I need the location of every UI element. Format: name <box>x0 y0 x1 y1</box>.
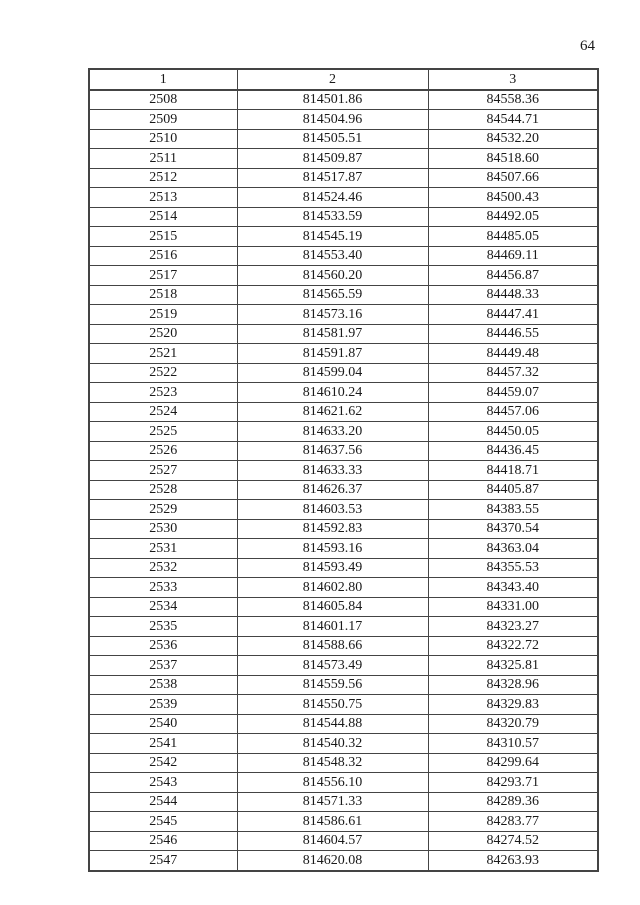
table-cell-col3: 84328.96 <box>428 675 598 695</box>
table-cell-col1: 2539 <box>89 695 237 715</box>
table-cell-col2: 814504.96 <box>237 110 428 130</box>
table-cell-col1: 2542 <box>89 753 237 773</box>
table-cell-col1: 2524 <box>89 402 237 422</box>
table-row <box>89 461 598 481</box>
table-cell-col2: 814509.87 <box>237 149 428 169</box>
table-cell-col3: 84457.06 <box>428 402 598 422</box>
table-row <box>89 149 598 169</box>
table-row <box>89 383 598 403</box>
table-cell-col2: 814517.87 <box>237 168 428 188</box>
table-row <box>89 812 598 832</box>
table-cell-col3: 84263.93 <box>428 851 598 871</box>
table-cell-col2: 814571.33 <box>237 792 428 812</box>
table-cell-col2: 814605.84 <box>237 597 428 617</box>
table-row <box>89 188 598 208</box>
table-cell-col2: 814586.61 <box>237 812 428 832</box>
table-row <box>89 636 598 656</box>
table-cell-col1: 2546 <box>89 831 237 851</box>
table-cell-col1: 2535 <box>89 617 237 637</box>
table-cell-col1: 2523 <box>89 383 237 403</box>
table-cell-col3: 84310.57 <box>428 734 598 754</box>
table-row <box>89 753 598 773</box>
table-row <box>89 285 598 305</box>
column-header-1: 1 <box>89 69 237 90</box>
table-cell-col2: 814505.51 <box>237 129 428 149</box>
table-row <box>89 597 598 617</box>
table-cell-col2: 814626.37 <box>237 480 428 500</box>
table-cell-col3: 84456.87 <box>428 266 598 286</box>
table-cell-col2: 814633.20 <box>237 422 428 442</box>
column-header-2: 2 <box>237 69 428 90</box>
table-cell-col1: 2525 <box>89 422 237 442</box>
table-cell-col2: 814637.56 <box>237 441 428 461</box>
table-cell-col1: 2521 <box>89 344 237 364</box>
table-cell-col3: 84544.71 <box>428 110 598 130</box>
table-cell-col1: 2541 <box>89 734 237 754</box>
table-row <box>89 617 598 637</box>
table-cell-col2: 814610.24 <box>237 383 428 403</box>
table-cell-col2: 814603.53 <box>237 500 428 520</box>
table-cell-col1: 2543 <box>89 773 237 793</box>
table-cell-col2: 814602.80 <box>237 578 428 598</box>
page-number: 64 <box>580 38 595 54</box>
table-row <box>89 266 598 286</box>
table-row <box>89 714 598 734</box>
table-cell-col3: 84331.00 <box>428 597 598 617</box>
table-row <box>89 227 598 247</box>
table-cell-col2: 814599.04 <box>237 363 428 383</box>
table-row <box>89 519 598 539</box>
table-cell-col3: 84447.41 <box>428 305 598 325</box>
table-row <box>89 344 598 364</box>
table-row <box>89 324 598 344</box>
header-row <box>89 69 598 90</box>
table-row <box>89 305 598 325</box>
table-row <box>89 90 598 110</box>
table-cell-col3: 84518.60 <box>428 149 598 169</box>
table-cell-col2: 814588.66 <box>237 636 428 656</box>
table-cell-col1: 2532 <box>89 558 237 578</box>
table-header <box>89 69 598 90</box>
table-row <box>89 792 598 812</box>
table-cell-col1: 2510 <box>89 129 237 149</box>
table-cell-col3: 84500.43 <box>428 188 598 208</box>
table-row <box>89 558 598 578</box>
table-row <box>89 168 598 188</box>
table-cell-col3: 84320.79 <box>428 714 598 734</box>
table-cell-col1: 2512 <box>89 168 237 188</box>
table-cell-col2: 814540.32 <box>237 734 428 754</box>
table-cell-col2: 814545.19 <box>237 227 428 247</box>
table-row <box>89 831 598 851</box>
table-cell-col2: 814553.40 <box>237 246 428 266</box>
table-cell-col1: 2544 <box>89 792 237 812</box>
table-cell-col1: 2520 <box>89 324 237 344</box>
table-row <box>89 500 598 520</box>
table-cell-col2: 814544.88 <box>237 714 428 734</box>
table-row <box>89 734 598 754</box>
table-cell-col2: 814621.62 <box>237 402 428 422</box>
table-row <box>89 422 598 442</box>
table-cell-col1: 2537 <box>89 656 237 676</box>
table-cell-col2: 814524.46 <box>237 188 428 208</box>
table-cell-col1: 2522 <box>89 363 237 383</box>
table-cell-col2: 814556.10 <box>237 773 428 793</box>
table-cell-col2: 814573.49 <box>237 656 428 676</box>
table-cell-col3: 84343.40 <box>428 578 598 598</box>
table-cell-col3: 84325.81 <box>428 656 598 676</box>
table-cell-col1: 2508 <box>89 90 237 110</box>
table-cell-col2: 814593.16 <box>237 539 428 559</box>
table-cell-col1: 2536 <box>89 636 237 656</box>
table-row <box>89 851 598 871</box>
table-row <box>89 773 598 793</box>
table-row <box>89 578 598 598</box>
table-body <box>89 90 598 871</box>
table-cell-col3: 84492.05 <box>428 207 598 227</box>
table-cell-col2: 814548.32 <box>237 753 428 773</box>
column-header-3: 3 <box>428 69 598 90</box>
table-cell-col3: 84485.05 <box>428 227 598 247</box>
table-cell-col1: 2528 <box>89 480 237 500</box>
table-cell-col2: 814633.33 <box>237 461 428 481</box>
coordinates-table <box>88 68 599 872</box>
table-row <box>89 129 598 149</box>
table-cell-col3: 84418.71 <box>428 461 598 481</box>
table-cell-col2: 814592.83 <box>237 519 428 539</box>
table-cell-col3: 84289.36 <box>428 792 598 812</box>
table-cell-col1: 2519 <box>89 305 237 325</box>
table-row <box>89 675 598 695</box>
table-cell-col3: 84449.48 <box>428 344 598 364</box>
table-cell-col1: 2540 <box>89 714 237 734</box>
table-cell-col3: 84370.54 <box>428 519 598 539</box>
table-cell-col1: 2547 <box>89 851 237 871</box>
table-cell-col3: 84469.11 <box>428 246 598 266</box>
table-cell-col3: 84363.04 <box>428 539 598 559</box>
table-cell-col2: 814591.87 <box>237 344 428 364</box>
table-cell-col1: 2530 <box>89 519 237 539</box>
table-cell-col2: 814559.56 <box>237 675 428 695</box>
table-row <box>89 207 598 227</box>
table-cell-col3: 84507.66 <box>428 168 598 188</box>
table-cell-col1: 2531 <box>89 539 237 559</box>
table-row <box>89 656 598 676</box>
table-cell-col3: 84532.20 <box>428 129 598 149</box>
table-cell-col1: 2513 <box>89 188 237 208</box>
table-cell-col1: 2538 <box>89 675 237 695</box>
table-cell-col1: 2527 <box>89 461 237 481</box>
table-cell-col3: 84355.53 <box>428 558 598 578</box>
table-cell-col3: 84322.72 <box>428 636 598 656</box>
table-cell-col1: 2517 <box>89 266 237 286</box>
table-cell-col2: 814573.16 <box>237 305 428 325</box>
table-row <box>89 363 598 383</box>
table-row <box>89 441 598 461</box>
table-cell-col3: 84329.83 <box>428 695 598 715</box>
table-row <box>89 695 598 715</box>
table-cell-col1: 2511 <box>89 149 237 169</box>
table-cell-col1: 2545 <box>89 812 237 832</box>
table-row <box>89 110 598 130</box>
table-cell-col1: 2518 <box>89 285 237 305</box>
table-cell-col3: 84274.52 <box>428 831 598 851</box>
table-cell-col3: 84457.32 <box>428 363 598 383</box>
table-cell-col3: 84459.07 <box>428 383 598 403</box>
table-cell-col3: 84448.33 <box>428 285 598 305</box>
table-cell-col2: 814601.17 <box>237 617 428 637</box>
table-cell-col1: 2533 <box>89 578 237 598</box>
table-cell-col3: 84283.77 <box>428 812 598 832</box>
table-cell-col3: 84436.45 <box>428 441 598 461</box>
table-cell-col3: 84558.36 <box>428 90 598 110</box>
table-cell-col1: 2514 <box>89 207 237 227</box>
table-cell-col2: 814581.97 <box>237 324 428 344</box>
table-cell-col2: 814550.75 <box>237 695 428 715</box>
table-cell-col2: 814604.57 <box>237 831 428 851</box>
table-cell-col1: 2529 <box>89 500 237 520</box>
table-cell-col1: 2509 <box>89 110 237 130</box>
table-cell-col3: 84450.05 <box>428 422 598 442</box>
table-cell-col2: 814533.59 <box>237 207 428 227</box>
table-row <box>89 402 598 422</box>
table-row <box>89 539 598 559</box>
table-cell-col1: 2515 <box>89 227 237 247</box>
table-cell-col3: 84383.55 <box>428 500 598 520</box>
table-row <box>89 246 598 266</box>
table-cell-col3: 84446.55 <box>428 324 598 344</box>
table-cell-col2: 814565.59 <box>237 285 428 305</box>
table-cell-col2: 814593.49 <box>237 558 428 578</box>
table-row <box>89 480 598 500</box>
table-cell-col1: 2516 <box>89 246 237 266</box>
table-cell-col3: 84293.71 <box>428 773 598 793</box>
table-cell-col2: 814560.20 <box>237 266 428 286</box>
table-cell-col1: 2526 <box>89 441 237 461</box>
table-cell-col2: 814620.08 <box>237 851 428 871</box>
table-cell-col3: 84323.27 <box>428 617 598 637</box>
table-cell-col3: 84299.64 <box>428 753 598 773</box>
table-cell-col1: 2534 <box>89 597 237 617</box>
table-cell-col2: 814501.86 <box>237 90 428 110</box>
table-cell-col3: 84405.87 <box>428 480 598 500</box>
